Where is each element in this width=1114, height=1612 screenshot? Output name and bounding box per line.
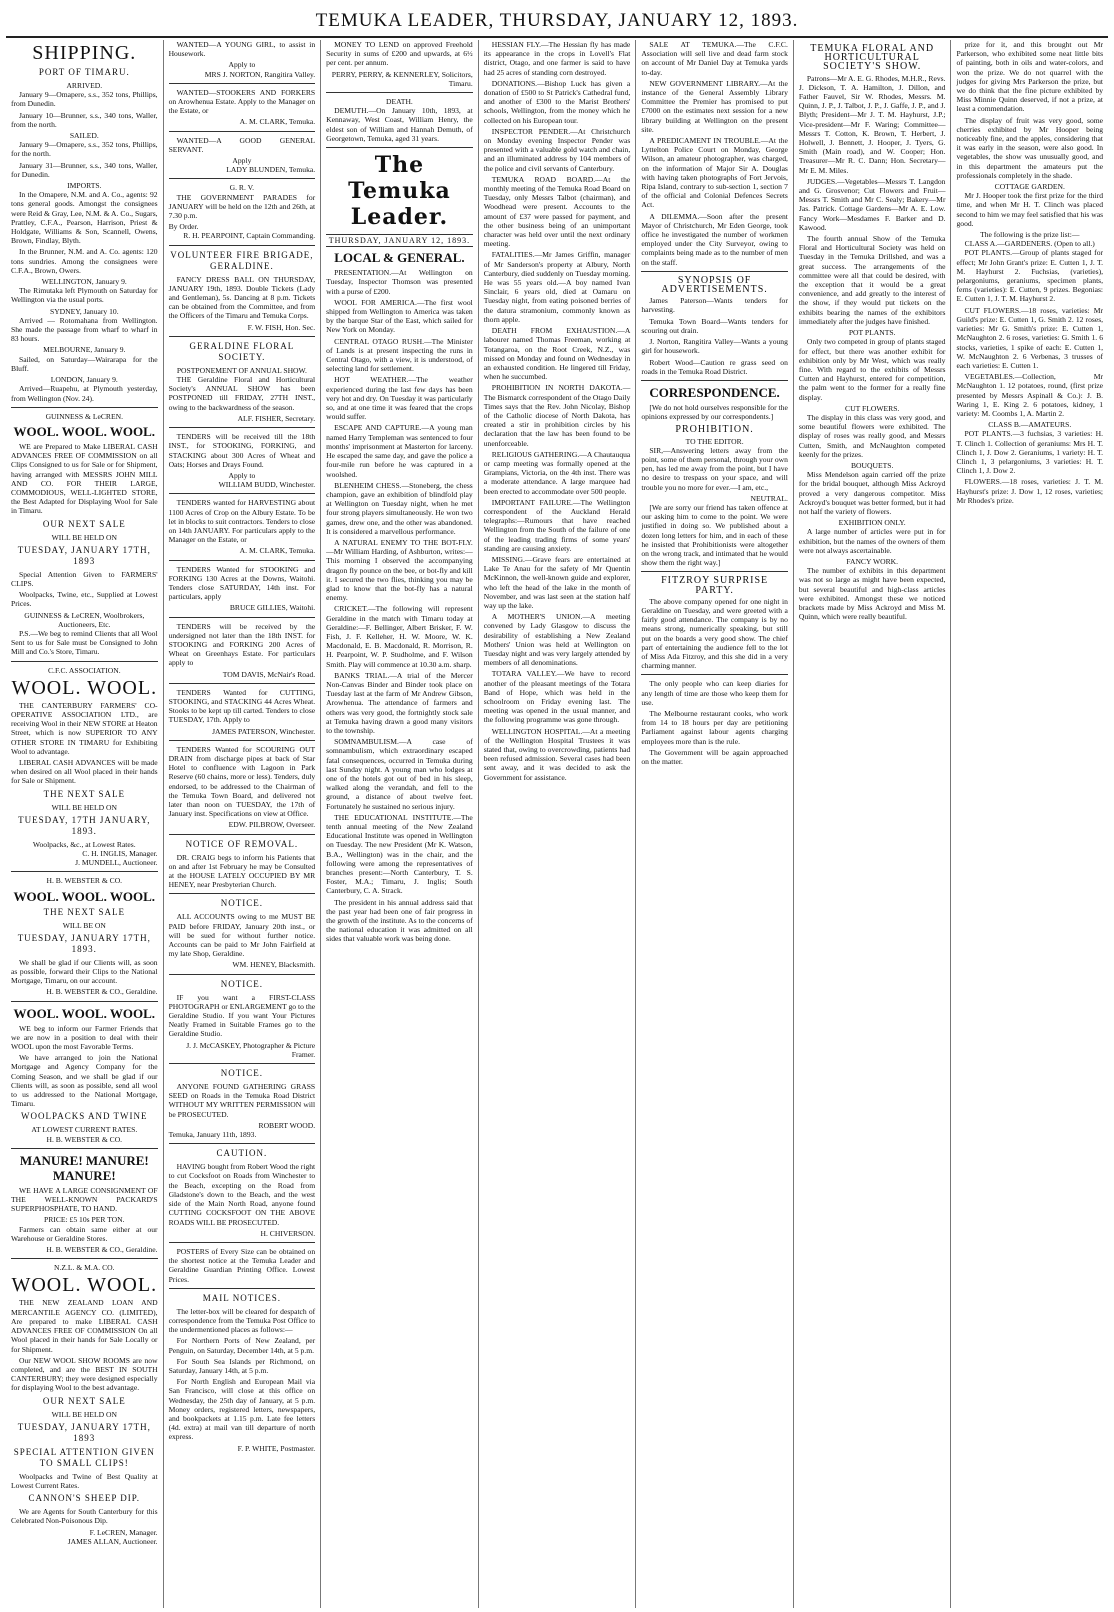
sailed-label: SAILED. [69,131,99,141]
mail-heading: MAIL NOTICES. [202,1292,281,1303]
divider [326,147,473,148]
guinness-heading: GUINNESS & LeCREN. [45,411,123,421]
shipping-title: SHIPPING. [32,42,137,64]
divider [641,674,788,675]
manure-signature: H. B. WEBSTER & CO., Geraldine. [46,1245,158,1255]
woolpacks-heading: WOOLPACKS AND TWINE [21,1111,148,1122]
column-5 [636,40,794,1608]
divider [169,1143,316,1144]
local-item-11: THE EDUCATIONAL INSTITUTE.—The tenth annual meeting of the New Zealand Educational Institute was opened in Wellington on Tuesday. The new President (Mr K. Watson, B.A., Wellington) was in the chair, and the following were among the representatives of branches present:—North Canterbury, T. S. Foster, M.A.; Timaru, J. Inglis; South Canterbury, C. A. Strack. [326,812,473,896]
news-item-13: WELLINGTON HOSPITAL.—At a meeting of the Wellington Hospital Trustees it was stated that, owing to overcrowding, patients had been refused admission. Several cases had been sent away, and it was decided to ask the Government for assistance. [483,726,631,782]
divider [169,1242,316,1243]
caution-heading: CAUTION. [216,1148,268,1159]
arrived-1: January 9—Omapere, s.s., 352 tons, Phillips, from Dunedin. [11,90,158,109]
divider [11,1148,158,1149]
column-7 [951,40,1108,1608]
manure-text-2: Farmers can obtain same either at our Warehouse or Geraldine Stores. [11,1224,158,1243]
class-a-heading: CLASS A.—GARDENERS. (Open to all.) [964,239,1095,249]
nzl-sale-date: TUESDAY, JANUARY 17TH, 1893 [17,1421,151,1443]
tender-5-signature: JAMES PATERSON, Winchester. [212,726,316,736]
news-item-5: FATALITIES.—Mr James Griffin, manager of Mr Sanderson's property at Albury, North Canterbury, died suddenly on Tuesday morning. He was 55 years old.—A boy named Ivan Sinclair, 6 years old, died at Oamaru on Tuesday night, from eating poisoned berries of the datura stramonium, commonly known as thorn apple. [483,250,631,324]
divider [169,893,316,894]
ad-young-girl-signature: MRS J. NORTON, Rangitira Valley. [204,69,316,79]
prohibition-text: SIR,—Answering letters away from the point, some of them personal, through your own pen, has led me away from the point, but I have no desire to trespass on your space, and will trouble you no more for ever.—I am, etc., [641,445,788,492]
notice-3-heading: NOTICE. [220,1068,263,1079]
port-heading: PORT OF TIMARU. [38,67,130,77]
divider [11,871,158,872]
nzl-text-2: Our NEW WOOL SHOW ROOMS are now completed, and are the BEST IN SOUTH CANTERBURY; they were designed especially for displaying Wool to the best advantage. [11,1355,158,1393]
divider [169,974,316,975]
show-continued-2: The display of fruit was very good, some cherries exhibited by Mr Hooper being noticeably fine, and the apples, considering that it was early in the season, were also good. In vegetables, the show was unusually good, and in this department the amateurs put the professionals completely in the shade. [956,115,1104,180]
synopsis-item-4: Robert Wood—Caution re grass seed on roads in the Temuka Road District. [641,357,788,376]
cfa-next-sale-sub: WILL BE HELD ON [51,802,117,812]
sydney-text: Arrived — Rotomahana from Wellington. She made the passage from wharf to wharf in 83 hours. [11,315,158,344]
ad-servant-apply: Apply [232,156,252,166]
death-heading: DEATH. [386,97,413,107]
woolpacks-sub: AT LOWEST CURRENT RATES. [31,1125,138,1135]
cfa-wool-heading: WOOL. WOOL. [11,676,158,699]
mail-text-3: For South Sea Islands per Richmond, on Saturday, January 14th, at 5 p.m. [168,1356,316,1375]
guinness-next-sale: OUR NEXT SALE [42,518,126,529]
prohibition-heading: PROHIBITION. [675,424,754,436]
news-item-2: DONATIONS.—Bishop Luck has given a donation of £500 to St Patrick's Cathedral fund, and another of £300 to the Marist Brothers' schools, Wellington, from the money which he collected on his European tour. [483,78,631,125]
london-text: Arrived—Ruapehu, at Plymouth yesterday, from Wellington (Nov. 24). [11,384,158,403]
vfb-text: FANCY DRESS BALL ON THURSDAY, JANUARY 19th, 1893. Double Tickets (Lady and Gentleman), 5s. Dancing at 8 p.m. Tickets can be obtained from the Committee, and from the Officers of the Timaru and Temuka Corps. [168,274,316,321]
gfs-heading: GERALDINE FLORAL SOCIETY. [189,340,295,362]
local-item-9: BANKS TRIAL.—A trial of the Mercer Non-Canvas Binder and Binder took place on Tuesday last at the farm of Mr Andrew Gibson, Arowhenua. The attendance of farmers and others was very good, the fortnightly stock sale at Temuka having drawn a good many visitors to the township. [326,670,473,735]
prohibition-signature: NEUTRAL. [750,493,788,503]
fancy-work-heading: FANCY WORK. [846,556,899,566]
local-item-12: The president in his annual address said that the past year had been one of fair progress in the growth of the institute. As to the concerns of the national education it was admitted on all sides that valuable work was being done. [326,897,473,944]
column-4 [479,40,637,1608]
notice-3-signature: ROBERT WOOD. [258,1120,316,1130]
cannon-signature-2: JAMES ALLAN, Auctioneer. [67,1536,158,1546]
local-item-3: CENTRAL OTAGO RUSH.—The Minister of Lands is at present inspecting the runs in Central Otago, with a view, it is understood, of selecting land for settlement. [326,336,473,374]
floral-report: The fourth annual Show of the Temuka Floral and Horticultural Society was held on Tuesday in the Temuka Drillshed, and was a great success. The arrangements of the committee were all that could be desired, with the exception that it would be a great convenience, and add greatly to the interest of the show, if they would put tickets on the exhibits bearing the names of the exhibitors immediately after the judges have finished. [798,234,946,326]
hbw2-wool-heading: WOOL. WOOL. WOOL. [13,1005,156,1021]
tender-1-apply: Apply to [228,470,256,480]
divider [11,1258,158,1259]
grv-text: THE GOVERNMENT PARADES for JANUARY will be held on the 12th and 26th, at 7.30 p.m. [168,192,316,221]
wellington-dateline: WELLINGTON, January 9. [41,277,127,287]
class-a-vegetables: VEGETABLES.—Collection, Mr McNaughton 1. 12 potatoes, round, (first prize presented by Messrs Aspinall & Co.): J. B. Waring 1, E. King 2. 6 potatoes, kidney, 1 variety: M. Coombs 1, A. Martin 2. [956,372,1104,418]
paper-date: THURSDAY, JANUARY 12, 1893. [326,234,473,247]
guinness-next-sale-sub: WILL BE HELD ON [51,532,117,542]
page-columns [6,40,1108,1608]
guinness-ps: P.S.—We beg to remind Clients that all Wool Sent to us for Sale must be Consigned to John Mill and Co.'s Store, Timaru. [11,628,158,657]
ad-stookers: WANTED—STOOKERS AND FORKERS on Arowhenua Estate. Apply to the Manager on the Estate, or [168,87,316,116]
cfa-liberal: LIBERAL CASH ADVANCES will be made when desired on all Wool placed in their hands for Sale or Shipment. [11,757,158,786]
local-item-6: BLENHEIM CHESS.—Stoneberg, the chess champion, gave an exhibition of blindfold play at Wellington on Tuesday night, when he met four strong players simultaneously. He won two games, drew one, and the other was abandoned. It is considered a marvellous performance. [326,480,473,536]
prohibition-note: [We are sorry our friend has taken offence at our asking him to come to the point. We were justified in doing so. We published about a dozen long letters for him, and in each of these he insisted that Prohibitionists were altogether on the wrong track, and intimated that he would show them the right way.] [641,502,788,568]
grv-signature: R. H. PEARPOINT, Captain Commanding. [183,231,316,241]
vfb-signature: F. W. FISH, Hon. Sec. [247,322,316,332]
gfs-subheading: POSTPONEMENT OF ANNUAL SHOW. [176,365,307,375]
cfa-woolpacks: Woolpacks, &c., at Lowest Rates. [32,839,136,849]
cottage-garden-heading: COTTAGE GARDEN. [994,182,1065,192]
divider [11,407,158,408]
floral-judges: JUDGES.—Vegetables—Messrs T. Langdon and G. Grosvenor; Cut Flowers and Fruit—Messrs T. Smith and Mr C. Sealy; Bakery—Mr Jas. Patrick. Cottage Gardens—Mr A. E. Low. Fancy Work—Mesdames F. Barker and D. Kawood. [798,176,946,232]
news-item-17: A DILEMMA.—Soon after the present Mayor of Christchurch, Mr Eden George, took office he investigated the number of workmen employed under the City Surveyor, owing to complaints being made as to the number of men on the staff. [641,211,788,267]
local-item-4: HOT WEATHER.—The weather experienced during the last few days has been very hot and dry. On Tuesday it was particularly so, and at one time it was feared that the crops would suffer. [326,375,473,422]
local-item-2: WOOL FOR AMERICA.—The first wool shipped from Wellington to America was taken by the barque Star of the East, which sailed for New York on Monday. [326,297,473,335]
fitzroy-text-4: The Government will be again approached on the matter. [641,747,788,767]
fitzroy-text: The above company opened for one night in Geraldine on Tuesday, and were greeted with a fairly good attendance. The company is by no means strong, numerically speaking, but still put on the boards a very good show. The chief part of entertaining the audience fell to the lot of Miss Ada Fitzroy, and this she did in a very charming manner. [641,596,788,671]
cfa-text: THE CANTERBURY FARMERS' CO-OPERATIVE ASSOCIATION LTD., are receiving Wool in their NEW STORE at Heaton Street, which is now SUPERIOR TO ANY OTHER STORE IN TIMARU for Exhibiting Wool to advantage. [11,700,158,756]
tender-4-signature: TOM DAVIS, McNair's Road. [222,669,316,679]
guinness-special: Special Attention Given to FARMERS' CLIPS. [11,569,158,588]
tender-6-signature: EDW. PILBROW, Overseer. [228,820,316,830]
column-1 [6,40,164,1608]
news-item-7: PROHIBITION IN NORTH DAKOTA.—The Bismarck correspondent of the Otago Daily Times says that the Rev. John Nicolay, Bishop of the Catholic diocese of North Dakota, has created a stir in prohibition circles by his declaration that the law has been found to be unenforceable. [483,383,631,448]
arrived-label: ARRIVED. [66,81,103,90]
arrived-2: January 10—Brunner, s.s., 340 tons, Waller, from the north. [11,110,158,129]
imports-text: In the Omapere, N.M. and A. Co., agents: 92 tons general goods. Amongst the consignees were Reid & Gray, Lee, N.M. & A. Co., Sugars, Prattley, C.F.A., Pearson, Harrison, Priest & Holdgate, Williams & Son, Scannell, Owens, Brown, Findlay, Blyth. [11,190,158,246]
manure-heading: MANURE! MANURE! MANURE! [19,1152,149,1183]
notice-1-text: ALL ACCOUNTS owing to me MUST BE PAID before FRIDAY, January 20th inst., or will be sued for without further notice. Accounts can be paid to Mr John Fairfield at my late Shop, Geraldine. [168,912,316,959]
imports-text-2: In the Brunner, N.M. and A. Co. agents: 120 tons sundries. Among the consignees were C.F.A., Brown, Owers. [11,247,158,275]
prohibition-to: TO THE EDITOR. [685,436,744,446]
news-item-4: TEMUKA ROAD BOARD.—At the monthly meeting of the Temuka Road Board on Tuesday, only Messrs Talbot (chairman), and Woodhead were present. Accounts to the amount of £37 were passed for payment, and the other business being of an unimportant character was held over until the next ordinary meeting. [483,174,631,249]
gfs-signature: ALF. FISHER, Secretary. [237,413,316,423]
cannon-signature-1: F. LeCREN, Manager. [89,1527,158,1537]
news-item-8: RELIGIOUS GATHERING.—A Chautauqua or camp meeting was formally opened at the Grampians, Victoria, on the 4th inst. There was a moderate attendance. A large marquee had been erected to accommodate over 500 people. [483,449,631,496]
gfs-text: THE Geraldine Floral and Horticultural Society's ANNUAL SHOW has been POSTPONED till FRIDAY, 27TH INST., owing to the backwardness of the season. [168,375,316,412]
divider [169,683,316,684]
tender-1: TENDERS will be received till the 18th INST., for STOOKING, FORKING, and STACKING about 300 Acres of Wheat and Oats; Horses and Drays Found. [168,432,316,469]
vfb-heading: VOLUNTEER FIRE BRIGADE, GERALDINE. [170,249,314,271]
divider [11,1001,158,1002]
paper-title: The Temuka Leader. [348,152,451,231]
hbw2-text-2: We have arranged to join the National Mortgage and Agency Company for the Coming Season, and we shall be glad if our Clients will, as soon as possible, send all wool to us addressed to the National Mortgage, Timaru. [11,1053,158,1109]
tender-2-signature: A. M. CLARK, Temuka. [239,546,316,556]
fancy-work-text: The number of exhibits in this department was not so large as might have been expected, but several beautiful and high-class articles were exhibited. Amongst these we noticed brackets made by Miss Ackroyd and Miss M. Quinn, which were really beautiful. [798,566,946,622]
money-text: MONEY TO LEND on approved Freehold Security in sums of £200 and upwards, at 6½ per cent. per annum. [326,40,473,68]
cut-flowers-text: The display in this class was very good, and some beautiful flowers were exhibited. The display of roses was really good, and Messrs Cutten, Smith, and McNaughton competed keenly for the prizes. [798,412,946,459]
cfa-next-sale: THE NEXT SALE [43,788,125,799]
hbw2-text: WE beg to inform our Farmer Friends that we are now in a position to deal with their WOOL upon the most Favorable Terms. [11,1023,158,1052]
nzl-text: THE NEW ZEALAND LOAN AND MERCANTILE AGENCY CO. (LIMITED), Are prepared to make LIBERAL CASH ADVANCES FREE OF COMMISSION On all Wool placed in their hands for Sale Locally or for Shipment. [11,1298,158,1354]
floral-show-heading: TEMUKA FLORAL AND HORTICULTURAL SOCIETY'S SHOW. [810,43,935,73]
ad-servant: WANTED—A GOOD GENERAL SERVANT. [168,135,316,154]
correspondence-note: [We do not hold ourselves responsible for the opinions expressed by our correspondents.] [641,402,788,422]
mail-signature: F. P. WHITE, Postmaster. [237,1443,316,1453]
manure-text: WE HAVE A LARGE CONSIGNMENT OF THE WELL-KNOWN PACKARD'S SUPERPHOSPHATE, TO HAND. [11,1185,158,1214]
divider [11,661,158,662]
hbw-text: We shall be glad if our Clients will, as soon as possible, forward their Clips to the National Mortgage, Timaru, on our account. [11,957,158,986]
news-item-6: DEATH FROM EXHAUSTION.—A labourer named Thomas Freeman, working at Totangaroa, on the Root Creek, N.Z., was missed on Monday and found on Wednesday in an exhausted condition. He lingered till Friday, when he succumbed. [483,326,631,382]
hbw-next-sale-sub: WILL BE ON [62,920,106,930]
notice-2-text: IF you want a FIRST-CLASS PHOTOGRAPH or ENLARGEMENT go to the Geraldine Studio. If you want Your Pictures Neatly Framed in Suitable Frames go to the Geraldine Studio. [168,992,316,1039]
news-item-11: A MOTHER'S UNION.—A meeting convened by Lady Glasgow to discuss the desirability of establishing a New Zealand Mothers' Union was held at Wellington on Tuesday night and was very largely attended by members of all denominations. [483,612,631,668]
divider [641,571,788,572]
removal-heading: NOTICE OF REMOVAL. [185,838,299,849]
divider [169,560,316,561]
melbourne-text: Sailed, on Saturday—Wairarapa for the Bluff. [11,354,158,373]
show-continued-1: prize for it, and this brought out Mr Parkerson, who exhibited some neat little bits of painting, both in oils and water-colors, and won the prize. We do not quarrel with the judges for giving Mrs Parkerson the prize, but we do think that the fine picture exhibited by Miss Minnie Quinn deserved, if not a prize, at least a commendation. [956,40,1104,114]
tender-3-signature: BRUCE GILLIES, Waitohi. [229,603,316,613]
grv-heading: G. R. V. [229,183,255,193]
class-b-heading: CLASS B.—AMATEURS. [988,420,1072,430]
exhibition-only-text: A large number of articles were put in for exhibition, but the names of the owners of them were not always ascertainable. [798,527,946,555]
prize-list-heading: The following is the prize list:— [980,230,1080,240]
notice-2-signature: J. J. McCASKEY, Photographer & Picture Framer. [186,1040,316,1059]
tender-2: TENDERS wanted for HARVESTING about 1100 Acres of Crop on the Albury Estate. To be let in blocks to suit contractors. Tenders to close on 14th JANUARY. For particulars apply to the Manager on the Estate, or [168,498,316,545]
removal-text: DR. CRAIG begs to inform his Patients that on and after 1st February he may be Consulted at the HOUSE LATELY OCCUPIED BY MR HENEY, near Presbyterian Church. [168,852,316,890]
notice-3-text: ANYONE FOUND GATHERING GRASS SEED on Roads in the Temuka Road District WITHOUT MY WRITTEN PERMISSION will be PROSECUTED. [168,1082,316,1119]
ad-stookers-signature: A. M. CLARK, Temuka. [239,117,316,127]
hbw-sale-date: TUESDAY, JANUARY 17TH, 1893. [17,932,151,954]
class-a-cut-flowers: CUT FLOWERS.—18 roses, varieties: Mr Guild's prize: E. Cutten 1, G. Smith 2. 12 roses, varieties: Mr G. Smith's prize: E. Cutten 1, McNaughton 2. 6 roses, varieties: G. Smith 1. 6 stocks, varieties, 1 spike of each: E. Cutten 1, W. McNaughton 2. 6 Verbenas, 3 trusses of each varieties: E. Cutten 1. [956,305,1104,370]
guinness-text: WE are Prepared to Make LIBERAL CASH ADVANCES FREE OF COMMISSION on all Clips Consigned to us for Sale or for Shipment, having arranged with MESSRS JOHN MILL AND CO. FOR THEIR LARGE, COMMODIOUS, WELL-LIGHTED STORE, the Best Adapted for Displaying Wool for Sale in Timaru. [11,441,158,516]
divider [169,336,316,337]
class-b-pot-plants: POT PLANTS.—3 fuchsias, 3 varieties: H. T. Clinch 1. Collection of geraniums: Mrs H. T. Clinch 1, J. Dow 2. Geraniums, 1 variety: H. T. Clinch 1, 3 pelargoniums, 3 varieties: H. T. Clinch 1, J. Dow 2. [956,429,1104,476]
class-b-flowers: FLOWERS.—18 roses, varieties: J. T. M. Hayhurst's prize: J. Dow 1, 12 roses, varieties; Mr Rhodes's prize. [956,477,1104,505]
hbw-heading: H. B. WEBSTER & CO. [46,876,123,886]
notice-1-signature: WM. HENEY, Blacksmith. [232,960,316,970]
woolpacks-signature: H. B. WEBSTER & CO. [46,1134,123,1144]
london-dateline: LONDON, January 9. [50,375,118,385]
guinness-signature: GUINNESS & LeCREN, Woolbrokers, Auctioneers, Etc. [24,610,145,629]
local-item-8: CRICKET.—The following will represent Geraldine in the match with Timaru today at Geraldine:—F. Bellinger, Albert Brisker, F. W. Fish, J. F. Kelleher, H. W. Moore, W. K. Macdonald, E. B. Macdonald, R. Morrison, R. H. Pearpoint, W. P. Studholme, and F. Wilson Smith. Play will commence at 10.30 a.m. sharp. [326,604,473,669]
synopsis-item-1: James Paterson—Wants tenders for harvesting. [641,296,788,315]
nzl-heading: N.Z.L. & M.A. CO. [54,1263,115,1273]
hbw-wool-heading: WOOL. WOOL. WOOL. [13,888,156,904]
ad-servant-signature: LADY BLUNDEN, Temuka. [226,165,316,175]
news-item-3: INSPECTOR PENDER.—At Christchurch on Monday evening Inspector Pender was presented with a valuable gold watch and chain, and an illuminated address by 104 members of the police and civil servants of Canterbury. [483,126,631,173]
nzl-next-sale-sub: WILL BE HELD ON [51,1409,117,1419]
notice-1-heading: NOTICE. [220,898,263,909]
guinness-woolpacks: Woolpacks, Twine, etc., Supplied at Lowest Prices. [11,590,158,609]
divider [169,131,316,132]
cut-flowers-heading: CUT FLOWERS. [845,403,900,413]
sydney-dateline: SYDNEY, January 10. [49,306,119,316]
synopsis-item-3: J. Norton, Rangitira Valley—Wants a young girl for housework. [641,337,788,356]
divider [169,427,316,428]
divider [169,178,316,179]
mail-text-4: For North English and European Mail via San Francisco, will close at this office on Wednesday, the 25th day of January, at 5 p.m. Money orders, registered letters, newspapers, and bookpackets at 1.15 p.m. Late fee letters (4d. extra) at mail van till departure of north express. [168,1377,316,1442]
news-item-12: TOTARA VALLEY.—We have to record another of the pleasant meetings of the Totara Band of Hope, which was held in the schoolroom on Friday evening last. The meeting was opened in the usual manner, and the following programme was gone through. [483,669,631,725]
ad-young-girl: WANTED—A YOUNG GIRL, to assist in Housework. [168,40,316,59]
nzl-next-sale: OUR NEXT SALE [42,1395,126,1406]
mail-text: The letter-box will be cleared for despatch of correspondence from the Temuka Post Office to the undermentioned places as follows:— [168,1306,316,1335]
tender-5: TENDERS Wanted for CUTTING, STOOKING, and STACKING 44 Acres Wheat. Stooks to be kept up till carted. Tenders to close TUESDAY, 17th. Apply to [168,687,316,725]
guinness-sale-date: TUESDAY, JANUARY 17TH, 1893 [17,544,151,566]
bouquets-heading: BOUQUETS. [850,460,894,470]
news-item-10: MISSING.—Grave fears are entertained at Lake Te Anau for the safety of Mr Quentin McKinnon, the well-known guide and explorer, who left the head of the lake in the month of November, and was last seen at the station half way up the lake. [483,554,631,610]
mail-text-2: For Northern Ports of New Zealand, per Penguin, on Saturday, December 14th, at 5 p.m. [168,1336,316,1355]
bouquets-text: Miss Mendelson again carried off the prize for the bridal bouquet, although Miss Ackroyd proved a very dangerous competitor. Miss Ackroyd's bouquet was better formed, but it had not half the variety of flowers. [798,470,946,516]
death-text: DEMUTH.—On January 10th, 1893, at Kennaway, West Coast, William Henry, the eldest son of William and Hannah Demuth, of Georgetown, Temuka, aged 31 years. [326,106,473,143]
caution-signature: H. CHIVERSON. [260,1228,316,1238]
news-item-9: IMPORTANT FAILURE.—The Wellington correspondent of the Auckland Herald telegraphs:—Rumours that have reached Wellington from the South of the failure of one of the leading trading firms of some years' standing are causing anxiety. [483,497,631,553]
melbourne-dateline: MELBOURNE, January 9. [43,345,126,355]
imports-label: IMPORTS. [67,181,102,191]
local-item-5: ESCAPE AND CAPTURE.—A young man named Harry Templeman was sentenced to four months' imprisonment at Masterton for larceny. He escaped the same day, and gave the police a four-mile run before he was captured in a woolshed. [326,423,473,479]
wellington-text: The Rimutaka left Plymouth on Saturday for Wellington via the usual ports. [11,286,158,305]
masthead [6,6,1108,38]
fitzroy-text-3: The Melbourne restaurant cooks, who work from 14 to 18 hours per day are petitioning Parliament against labour agents charging employees more than is the rule. [641,709,788,746]
grv-order: By Order. [168,222,199,232]
column-2 [164,40,322,1608]
tender-6: TENDERS Wanted for SCOURING OUT DRAIN from discharge pipes at back of Star Hotel to confluence with Lagoon in Park Reserve (60 chains, more or less). Tenders, duly endorsed, to be addressed to the Chairman of the Temuka Town Board, and delivered not later than noon on TUESDAY, the 17th of January inst. Specifications on view at Office. [168,744,316,819]
divider [326,92,473,93]
local-item-1: PRESENTATION.—At Wellington on Tuesday, Inspector Thomson was presented with a purse of £200. [326,268,473,296]
local-item-7: A NATURAL ENEMY TO THE BOT-FLY.—Mr William Harding, of Ashburton, writes:—This morning I observed the accompanying dragon fly pounce on the bee, or bot-fly and kill it. I secured the two flies, thinking you may be glad to know that the bot-fly has a natural enemy. [326,537,473,603]
sailed-1: January 9—Omapere, s.s., 352 tons, Phillips, for the north. [11,140,158,159]
money-signature: PERRY, PERRY, & KENNERLEY, Solicitors, Timaru. [331,69,473,88]
manure-price: PRICE: £5 10s PER TON. [44,1215,125,1225]
hbw-signature: H. B. WEBSTER & CO., Geraldine. [46,987,158,997]
column-3 [321,40,479,1608]
nzl-wool-heading: WOOL. WOOL. [11,1274,158,1297]
tender-4: TENDERS will be received by the undersigned not later than the 18th INST. for STOOKING and FORKING 200 Acres of Wheat on Greenhays Estate. For particulars apply to [168,621,316,668]
divider [169,1288,316,1289]
fitzroy-text-2: The only people who can keep diaries for any length of time are those who keep them for use. [641,679,788,707]
correspondence-heading: CORRESPONDENCE. [649,384,780,400]
hbw-next-sale: THE NEXT SALE [43,906,125,917]
cannon-heading: CANNON'S SHEEP DIP. [28,1493,141,1504]
divider [169,83,316,84]
news-item-14: SALE AT TEMUKA.—The C.F.C. Association will sell live and dead farm stock on account of Mr Daniel Day at Temuka yards to-day. [641,40,788,77]
divider [169,834,316,835]
news-item-15: NEW GOVERNMENT LIBRARY.—At the instance of the General Assembly Library Committee the Premier has promised to put £7000 on the estimates next session for a new library building at Wellington on the present site. [641,78,788,134]
divider [169,740,316,741]
guinness-wool-heading: WOOL. WOOL. WOOL. [13,423,156,439]
synopsis-item-2: Temuka Town Board—Wants tenders for scouring out drain. [641,316,788,335]
notice-3-date: Temuka, January 11th, 1893. [168,1130,257,1140]
fitzroy-heading: FITZROY SURPRISE PARTY. [661,575,769,596]
notice-2-heading: NOTICE. [220,978,263,989]
synopsis-heading: SYNOPSIS OF ADVERTISEMENTS. [661,274,768,296]
tender-3: TENDERS Wanted for STOOKING and FORKING 130 Acres at the Downs, Waitohi. Tenders close SATURDAY, 14th inst. For particulars, apply [168,564,316,602]
exhibition-only-heading: EXHIBITION ONLY. [838,518,906,528]
divider [641,271,788,272]
local-item-10: SOMNAMBULISM.—A case of somnambulism, which extraordinary escaped fatal consequences, occurred in Temuka during last Sunday night. A young man who lodges at one of the hotels got out of bed in his sleep, walked along the verandah, and fell to the ground, a distance of about twelve feet. Fortunately he sustained no serious injury. [326,737,473,811]
column-6 [794,40,952,1608]
divider [169,1063,316,1064]
pot-plants-text: Only two competed in group of plants staged for effect, but there was another exhibit for exhibition only by Mr West, which was really fine. With regard to the exhibits of Messrs Cutten and Hayhurst, entered for competition, the palm went to the former for a really fine display. [798,337,946,402]
tender-1-signature: WILLIAM BUDD, Winchester. [218,480,316,490]
divider [169,245,316,246]
divider [169,617,316,618]
ad-young-girl-apply: Apply to [228,60,256,70]
divider [641,380,788,381]
caution-text: HAVING bought from Robert Wood the right to cut Cocksfoot on Roads from Winchester to the Beach, excepting on the Road from Gladstone's down to the Beach, and the west side of the Main North Road, anyone found CUTTING COCKSFOOT ON THE ABOVE ROADS WILL BE PROSECUTED. [168,1162,316,1227]
class-a-pot-plants: POT PLANTS.—Group of plants staged for effect; Mr John Grant's prize: E. Cutten 1, J. T. M. Hayhurst 2. Fuchsias, (varieties), pelargoniums, geraniums, specimen plants, ferns (varieties): E. Cutten, 9 prizes. Begonias: E. Cutten 1, J. T. M. Hayhurst 2. [956,248,1104,304]
cfa-signature-2: J. MUNDELL, Auctioneer. [75,858,158,868]
cfa-heading: C.F.C. ASSOCIATION. [47,665,121,675]
cannon-text: We are Agents for South Canterbury for this Celebrated Non-Poisonous Dip. [11,1507,158,1526]
news-item-1: HESSIAN FLY.—The Hessian fly has made its appearance in the crops in Lovell's Flat district, Otago, and one farmer is said to have had 25 acres of standing corn destroyed. [483,40,631,77]
local-general-heading: LOCAL & GENERAL. [334,250,465,266]
cfa-signature-1: C. H. INGLIS, Manager. [82,849,158,858]
posters-text: POSTERS of Every Size can be obtained on the shortest notice at the Temuka Leader and Geraldine Guardian Printing Office. Lowest Prices. [168,1246,316,1284]
pot-plants-heading: POT PLANTS. [848,328,896,338]
nzl-special: SPECIAL ATTENTION GIVEN TO SMALL CLIPS! [13,1446,155,1468]
sailed-2: January 31—Brunner, s.s., 340 tons, Waller, for Dunedin. [11,160,158,179]
masthead-title: TEMUKA LEADER, THURSDAY, JANUARY 12, 1893. [315,10,799,31]
divider [169,493,316,494]
news-item-16: A PREDICAMENT IN TROUBLE.—At the Lyttelton Police Court on Monday, George Wilson, an amateur photographer, was charged, on the information of Major Sir A. Douglas with having taken photographs of Fort Jervois, Ripa Island, contrary to sub-section 1, section 7 of the official and Colonial Defences Secrets Act. [641,136,788,210]
cottage-garden-text: Mr J. Hooper took the first prize for the third time, and when Mr H. T. Clinch was placed second to him we may feel satisfied that his was good. [956,191,1104,228]
cfa-sale-date: TUESDAY, 17TH JANUARY, 1893. [18,814,151,836]
nzl-woolpacks: Woolpacks and Twine of Best Quality at Lowest Current Rates. [11,1471,158,1490]
floral-officers: Patrons—Mr A. E. G. Rhodes, M.H.R., Revs. J. Dickson, T. A. Hamilton, J. Dillon, and Father Fauvel, Sir W. Rhodes, Messrs. M. Quinn, J. P., J. Talbot, J. P., J. Gaffe, J. P., and J. Blyth; President—Mr J. T. M. Hayhurst, J.P.; Vice-president—Mr F. Waring; Committee—Messrs T. Cotton, K. Brown, T. Herbert, J. Holwell, J. Bennett, J. Hooper, J. Tyers, G. Smith (Main road), and W. Cooper; Hon. Treasurer—Mr R. C. Dann; Hon. Secretary—Mr E. M. Miles. [798,73,946,175]
